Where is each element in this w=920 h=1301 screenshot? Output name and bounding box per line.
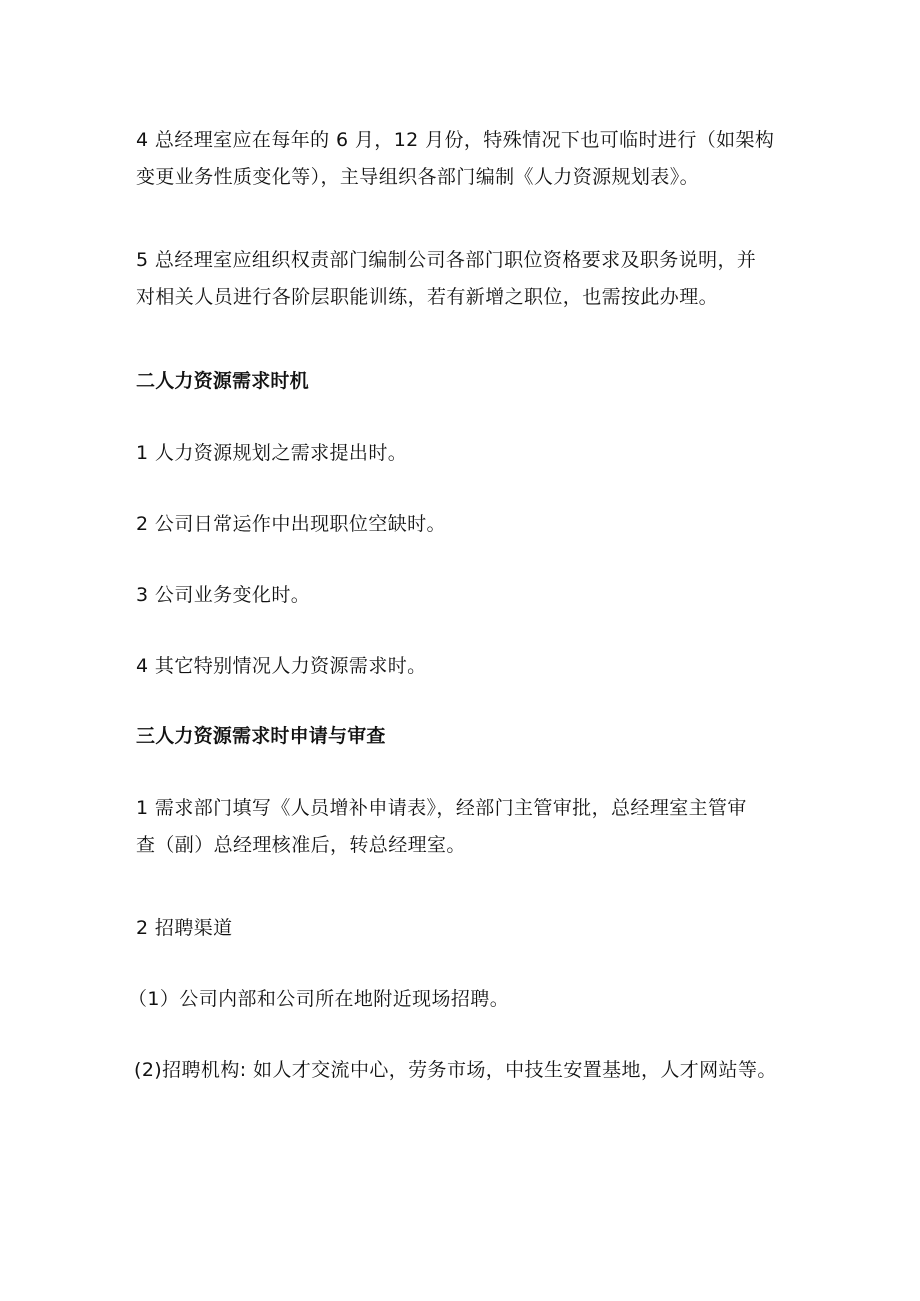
list-item-recruitment-channels: 2 招聘渠道 — [136, 917, 233, 939]
paragraph-5-job-requirements — [136, 242, 796, 316]
text-line: 查（副）总经理核准后，转总经理室。 — [136, 834, 466, 856]
section-heading-demand-timing: 二人力资源需求时机 — [136, 370, 309, 392]
text-line: 变更业务性质变化等），主导组织各部门编制《人力资源规划表》。 — [136, 166, 700, 188]
list-item: 3 公司业务变化时。 — [136, 584, 311, 606]
section-heading-application-review: 三人力资源需求时申请与审查 — [136, 725, 386, 747]
paragraph-4-planning — [136, 122, 796, 196]
sub-item-recruitment-agencies — [134, 1052, 794, 1089]
text-line: 5 总经理室应组织权责部门编制公司各部门职位资格要求及职务说明，并 — [136, 249, 757, 271]
text-line: (2)招聘机构: 如人才交流中心，劳务市场，中技生安置基地，人才网站等。 — [134, 1059, 777, 1081]
text-line: 1 需求部门填写《人员增补申请表》，经部门主管审批，总经理室主管审 — [136, 797, 747, 819]
list-item: 2 公司日常运作中出现职位空缺时。 — [136, 513, 446, 535]
text-line: 对相关人员进行各阶层职能训练，若有新增之职位，也需按此办理。 — [136, 286, 719, 308]
text-line: 4 总经理室应在每年的 6 月，12 月份，特殊情况下也可临时进行（如架构 — [136, 129, 775, 151]
list-item: 4 其它特别情况人力资源需求时。 — [136, 655, 427, 677]
list-item: 1 人力资源规划之需求提出时。 — [136, 442, 408, 464]
paragraph-application-process — [136, 790, 796, 864]
sub-item-onsite-recruitment: （1）公司内部和公司所在地附近现场招聘。 — [128, 988, 510, 1010]
